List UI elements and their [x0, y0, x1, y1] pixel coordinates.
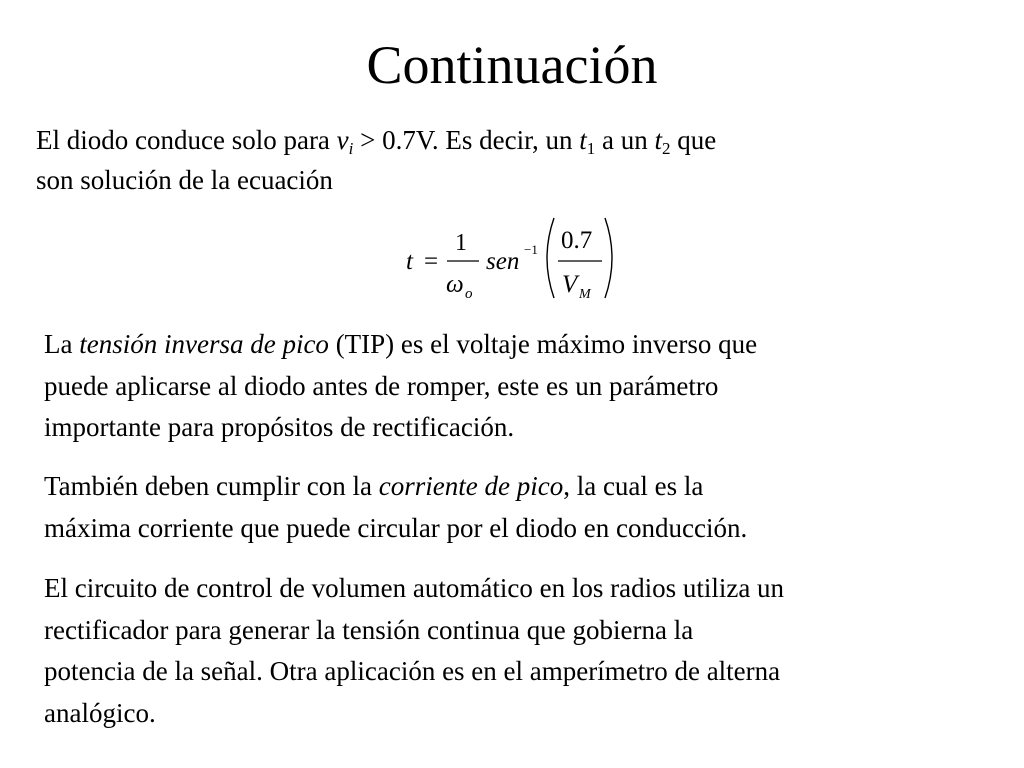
paragraph-avc	[44, 568, 994, 734]
equation	[400, 208, 640, 308]
avc-line-4: analógico.	[44, 697, 156, 728]
slide-title: Continuación	[366, 35, 658, 95]
eq-left-paren	[547, 218, 554, 298]
intro-text-b: > 0.7V. Es decir, un	[353, 125, 580, 155]
avc-line-3: potencia de la señal. Otra aplicación es en el amperímetro de alterna	[44, 656, 781, 686]
avc-line-2: rectificador para generar la tensión continua que gobierna la	[44, 614, 694, 645]
eq-inner-den: V	[562, 271, 578, 298]
intro-text-d: que	[670, 125, 717, 155]
paragraph-tip	[44, 324, 994, 449]
var-t2: t	[654, 125, 663, 155]
intro-line-2: son solución de la ecuación	[36, 165, 333, 195]
eq-lhs: t	[406, 248, 413, 275]
tip-post: (TIP) es el voltaje máximo inverso que	[328, 329, 758, 359]
tip-emphasis: tensión inversa de pico	[79, 329, 329, 359]
peak-post: , la cual es la	[563, 471, 704, 501]
intro-line-1	[36, 120, 936, 160]
eq-frac-num: 1	[455, 230, 467, 256]
eq-func-sup: −1	[524, 242, 538, 257]
peak-line-1	[44, 466, 994, 508]
sub-i: i	[348, 139, 354, 158]
eq-inner-den-sub: M	[579, 287, 591, 302]
eq-frac-den: ω	[446, 271, 464, 298]
var-t1: t	[579, 125, 587, 155]
eq-frac-den-sub: o	[465, 286, 473, 302]
paragraph-peak-current	[44, 466, 994, 549]
equation-graphic	[400, 208, 640, 308]
peak-pre: También deben cumplir con la	[44, 471, 379, 501]
tip-line-3: importante para propósitos de rectificación.	[44, 412, 515, 442]
intro-text	[36, 120, 936, 200]
peak-line-2: máxima corriente que puede circular por el diodo en conducción.	[44, 512, 748, 543]
var-v: v	[336, 125, 349, 155]
eq-inner-num: 0.7	[561, 227, 593, 254]
avc-line-1: El circuito de control de volumen automático en los radios utiliza un	[44, 573, 785, 603]
eq-right-paren	[605, 218, 612, 298]
tip-pre: La	[44, 329, 80, 359]
sub-1: 1	[586, 139, 596, 158]
tip-line-1	[44, 324, 994, 366]
eq-equals: =	[424, 248, 439, 275]
peak-emphasis: corriente de pico	[378, 471, 564, 501]
tip-line-2: puede aplicarse al diodo antes de romper, este es un parámetro	[44, 370, 719, 401]
eq-func: sen	[486, 248, 520, 275]
intro-text-c: a un	[595, 125, 655, 155]
intro-text-a: El diodo conduce solo para	[36, 125, 337, 155]
sub-2: 2	[662, 139, 671, 158]
